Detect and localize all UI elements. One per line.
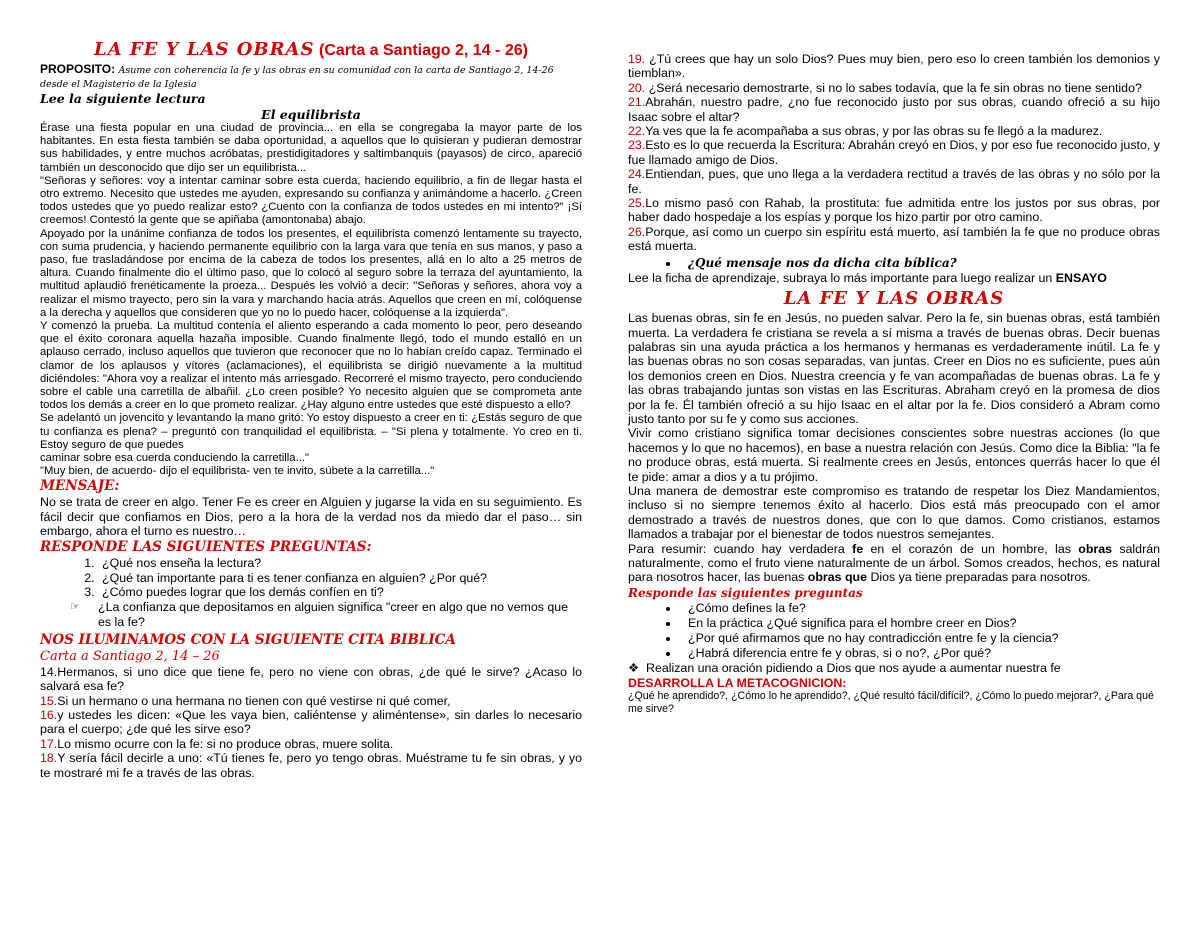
question-item: • ¿Cómo defines la fe?: [680, 601, 1160, 616]
verse-24: [628, 167, 1160, 196]
verse-16: [40, 708, 582, 737]
story-title: El equilibrista: [261, 107, 361, 122]
verse-text: Porque, así como un cuerpo sin espíritu está muerto, así también la fe que no produce obras está muerta.: [628, 224, 1160, 254]
verse-number: 23.: [628, 138, 646, 153]
proposito-label: PROPOSITO:: [40, 62, 116, 76]
verse-text: Esto es lo que recuerda la Escritura: Abrahán creyó en Dios, y por eso fue reconocido justo, y fue llamado amigo de Dios.: [628, 138, 1160, 167]
question-item: 2. ¿Qué tan importante para ti es tener confianza en alguien? ¿Por qué?: [98, 571, 582, 586]
question-item: • En la práctica ¿Qué significa para el hombre creer en Dios?: [680, 616, 1160, 631]
cita-reference: Carta a Santiago 2, 14 – 26: [40, 648, 220, 664]
verse-text: Lo mismo pasó con Rahab, la prostituta: fue admitida entre los justos por sus obras, por haber dado hospedaje a los espías y porque los hizo partir por otro camino.: [628, 196, 1160, 225]
left-column: [40, 40, 582, 780]
verse-number: 19.: [628, 52, 646, 66]
responde2-heading: Responde las siguientes preguntas: [628, 585, 863, 600]
mensaje-text: No se trata de creer en algo. Tener Fe es creer en Alguien y jugarse la vida en su seguimiento. Es fácil decir que confiamos en Dios, pero a la hora de la verdad nos da miedo dar el paso… sin embargo, ahora el turno es nuestro…: [40, 495, 582, 539]
verse-text: Abrahán, nuestro padre, ¿no fue reconocido justo por sus obras, cuando ofreció a su hijo Isaac sobre el altar?: [628, 95, 1160, 124]
summary-text: saldrán naturalmente, como el fruto viene naturalmente de un árbol. Somos creados, hechos, es natural para nosotros hacer, las buenas: [628, 541, 1160, 585]
summary-bold-obras: obras: [1078, 541, 1112, 556]
ficha-paragraph: Una manera de demostrar este compromiso es tratando de respetar los Diez Mandamientos, incluso si no siempre tenemos éxito al hacerlo. Dios está más preocupado con el amor demostrado a través de nuestros dones, que con lo que damos. Como cristianos, estamos llamados a trabajar por el bienestar de todos nuestros semejantes.: [628, 483, 1160, 542]
verse-25: [628, 196, 1160, 225]
verse-15: [40, 694, 582, 708]
worksheet-title: [40, 40, 582, 61]
title-reference: (Carta a Santiago 2, 14 - 26): [318, 42, 528, 59]
proposito: [40, 63, 582, 91]
question-item: 1. ¿Qué nos enseña la lectura?: [98, 556, 582, 571]
verse-number: 22.: [628, 124, 646, 139]
responde2-questions: [628, 601, 1160, 661]
summary-text: Dios ya tiene preparadas para nosotros.: [867, 570, 1091, 585]
responde-questions: [40, 556, 582, 600]
story-paragraph: caminar sobre esa cuerda conduciendo la carretilla...": [40, 452, 310, 465]
summary-bold-obras-que: obras que: [807, 570, 867, 585]
story-paragraph: "Muy bien, de acuerdo- dijo el equilibrista- ven te invito, súbete a la carretilla...": [40, 465, 435, 478]
verse-number: 26.: [628, 224, 646, 239]
story-paragraph: Érase una fiesta popular en una ciudad de provincia... en ella se congregaba la mayor parte de los habitantes. En esta fiesta también se daba oportunidad, a aquellos que lo quisieran y pudieran demostrar sus habilidades, y entre muchos acróbatas, prestidigitadores y saltimbanquis (payasos) de circo, apareció también un desconocido que dijo ser un equilibrista...: [40, 122, 582, 174]
oracion-text: Realizan una oración pidiendo a Dios que nos ayude a aumentar nuestra fe: [646, 660, 1061, 675]
story-paragraph: Apoyado por la unánime confianza de todos los presentes, el equilibrista comenzó lentamente su trayecto, con suma prudencia, y haciendo permanente equilibrio con la larga vara que tenía en sus manos, y paso a paso, fue trasladándose por encima de la cabeza de todos los presentes, allá en lo alto a 25 metros de altura. Cuando finalmente dio el último paso, que lo colocó al seguro sobre la terraza del ayuntamiento, la multitud aplaudió frenéticamente la proeza... Después les volvió a decir: "Señoras y señores, ahora voy a realizar el mismo trayecto, pero sin la vara y marchando hacia atrás. Aquellos que creen en mí, colóquense a la derecha y aquellos que consideren que yo no lo puedo hacer, colóquense a la izquierda".: [40, 227, 582, 319]
diamond-bullet-icon: ❖: [628, 660, 640, 675]
verse-20: [628, 81, 1160, 95]
verse-number: 25.: [628, 196, 646, 211]
pointer-question: [40, 600, 582, 630]
summary-text: Para resumir: cuando hay verdadera: [628, 541, 853, 556]
verse-number: 24.: [628, 167, 646, 182]
right-column: [628, 52, 1160, 716]
verse-19: [628, 52, 1160, 81]
cita-heading: NOS ILUMINAMOS CON LA SIGUIENTE CITA BIBLICA: [40, 631, 456, 648]
verse-text: Entiendan, pues, que uno llega a la verdadera rectitud a través de las obras y no sólo por la fe.: [628, 167, 1160, 196]
verse-text: Si un hermano o una hermana no tienen con qué vestirse ni qué comer,: [57, 693, 451, 708]
story-paragraph: Se adelantó un jovencito y levantando la mano gritó: Yo estoy dispuesto a creer en ti: ¿Estás seguro de que tu confianza es plena? – preguntó con tranquilidad el equilibrista. – "Si plena y totalmente. Yo creo en ti. Estoy seguro de que puedes: [40, 412, 582, 451]
question-item: 3. ¿Cómo puedes lograr que los demás confíen en ti?: [98, 585, 582, 600]
proposito-text: Asume con coherencia la fe y las obras en su comunidad con la carta de Santiago 2, 14-26 desde el Magisterio de la Iglesia: [40, 65, 554, 90]
verse-number: 17.: [40, 736, 58, 751]
verse-text: Hermanos, si uno dice que tiene fe, pero no viene con obras, ¿de qué le sirve? ¿Acaso lo salvará esa fe?: [40, 664, 582, 694]
ficha-instruction: [628, 271, 1160, 285]
verse-text: ¿Tú crees que hay un solo Dios? Pues muy bien, pero eso lo creen también los demonios y tiemblan».: [628, 52, 1160, 81]
pointing-hand-icon: ☞: [70, 601, 80, 614]
ficha-instruction-text: Lee la ficha de aprendizaje, subraya lo más importante para luego realizar un: [628, 270, 1056, 285]
ficha-instruction-bold: ENSAYO: [1055, 270, 1107, 285]
verse-text: Lo mismo ocurre con la fe: si no produce obras, muere solita.: [57, 736, 394, 751]
verse-text: ¿Será necesario demostrarte, si no lo sabes todavía, que la fe sin obras no tiene sentido?: [648, 80, 1142, 95]
verse-text: Y sería fácil decirle a uno: «Tú tienes fe, pero yo tengo obras. Muéstrame tu fe sin obras, y yo te mostraré mi fe a través de las obras.: [40, 751, 582, 780]
verse-21: [628, 95, 1160, 124]
verse-17: [40, 737, 582, 751]
verse-number: 20.: [628, 80, 646, 95]
mensaje-heading: MENSAJE:: [40, 478, 120, 495]
verse-number: 18.: [40, 751, 58, 766]
ficha-paragraph: Vivir como cristiano significa tomar decisiones conscientes sobre nuestras acciones (lo que hacemos y lo que no hacemos), en base a nuestra relación con Jesús. Como dice la Biblia: "la fe no produce obras, está muerta. Si realmente crees en Jesús, entonces querrás hacer lo que él te pide: amar a dios y a tu prójimo.: [628, 426, 1160, 484]
ficha-paragraph-summary: [628, 542, 1160, 585]
question-item: • ¿Por qué afirmamos que no hay contradicción entre fe y la ciencia?: [680, 631, 1160, 646]
ficha-body: [628, 311, 1160, 585]
metacognicion-heading: DESARROLLA LA METACOGNICION:: [628, 675, 847, 690]
ficha-paragraph: Las buenas obras, sin fe en Jesús, no pueden salvar. Pero la fe, sin buenas obras, está también muerta. La verdadera fe cristiana se revela a sí misma a través de buenas obras. Decir buenas palabras sin una ayuda práctica a los hermanos y hermanas es verdaderamente inútil. La fe y las buenas obras no son cosas separadas, van juntas. Creer en Dios no es suficiente, pues aún los demonios creen en Dios. Nuestra creencia y fe van acompañadas de buenas obras. La fe y las obras trabajando juntas son vistas en las Escrituras. Abraham creyó en la promesa de dios por la fe. Él también ofreció a su hijo Isaac en el altar por la fe. Dios consideró a Abram como justo tanto por su fe y como sus acciones.: [628, 311, 1160, 426]
responde-heading: RESPONDE LAS SIGUIENTES PREGUNTAS:: [40, 538, 372, 555]
lee-instruction: Lee la siguiente lectura: [40, 91, 206, 106]
verse-18: [40, 751, 582, 780]
verse-text: Ya ves que la fe acompañaba a sus obras, y por las obras su fe llegó a la madurez.: [645, 124, 1103, 139]
verse-number: 16.: [40, 707, 58, 722]
mensaje-question: • ¿Qué mensaje nos da dicha cita bíblica?: [680, 256, 1160, 271]
oracion-line: [628, 661, 1160, 676]
verse-number: 14.: [40, 664, 58, 679]
verses-left: [40, 665, 582, 780]
verse-22: [628, 124, 1160, 138]
question-item: • ¿Habrá diferencia entre fe y obras, si o no?, ¿Por qué?: [680, 646, 1160, 661]
verse-26: [628, 225, 1160, 254]
verse-number: 21.: [628, 95, 646, 110]
pointer-question-text: ¿La confianza que depositamos en alguien significa "creer en algo que no vemos que es la fe?: [98, 600, 569, 629]
title-text: LA FE Y LAS OBRAS: [94, 39, 315, 60]
verse-number: 15.: [40, 693, 58, 708]
story-paragraph: "Señoras y señores: voy a intentar caminar sobre esta cuerda, haciendo equilibrio, a fin de llegar hasta el otro extremo. Necesito que ustedes me ayuden, expresando su confianza y animándome a hacerlo. ¿Creen todos ustedes que yo puedo realizar esto? ¿Cuento con la confianza de todos ustedes en mi intento?" ¡Sí creemos! Contestó la gente que se apiñaba (amontonaba) abajo.: [40, 174, 582, 227]
summary-text: en el corazón de un hombre, las: [863, 541, 1079, 556]
ficha-title: LA FE Y LAS OBRAS: [783, 288, 1005, 310]
verses-right: [628, 52, 1160, 254]
verse-text: y ustedes les dicen: «Que les vaya bien, caliéntense y aliméntense», sin darles lo necesario para el cuerpo; ¿de qué les sirve eso?: [40, 707, 582, 737]
verse-23: [628, 138, 1160, 167]
summary-bold-fe: fe: [852, 541, 864, 556]
story-text: [40, 122, 582, 478]
metacognicion-questions: ¿Qué he aprendido?, ¿Cómo lo he aprendido?, ¿Qué resultó fácil/difícil?, ¿Cómo lo puedo mejorar?, ¿Para qué me sirve?: [628, 689, 1154, 715]
verse-14: [40, 665, 582, 694]
story-paragraph: Y comenzó la prueba. La multitud contenía el aliento esperando a cada momento lo peor, pero deseando que el éxito coronara aquella hazaña imposible. Cuando finalmente llegó, todo el mundo estalló en un aplauso cerrado, incluso aquellos que tuvieron que reconocer que no lo habían creído capaz. Terminado el clamor de los aplausos y vítores (aclamaciones), el equilibrista se dirigió nuevamente a la multitud diciéndoles: "Ahora voy a realizar el intento más arriesgado. Recorreré el mismo trayecto, pero conduciendo sobre el cable una carretilla de albañil. ¿Lo creen posible? Yo necesito alguien que se comprometa ante todos los demás a creer en lo que prometo realizar. ¿Hay alguno entre ustedes que esté dispuesto a ello?: [40, 320, 582, 412]
mensaje-question-list: [628, 256, 1160, 271]
